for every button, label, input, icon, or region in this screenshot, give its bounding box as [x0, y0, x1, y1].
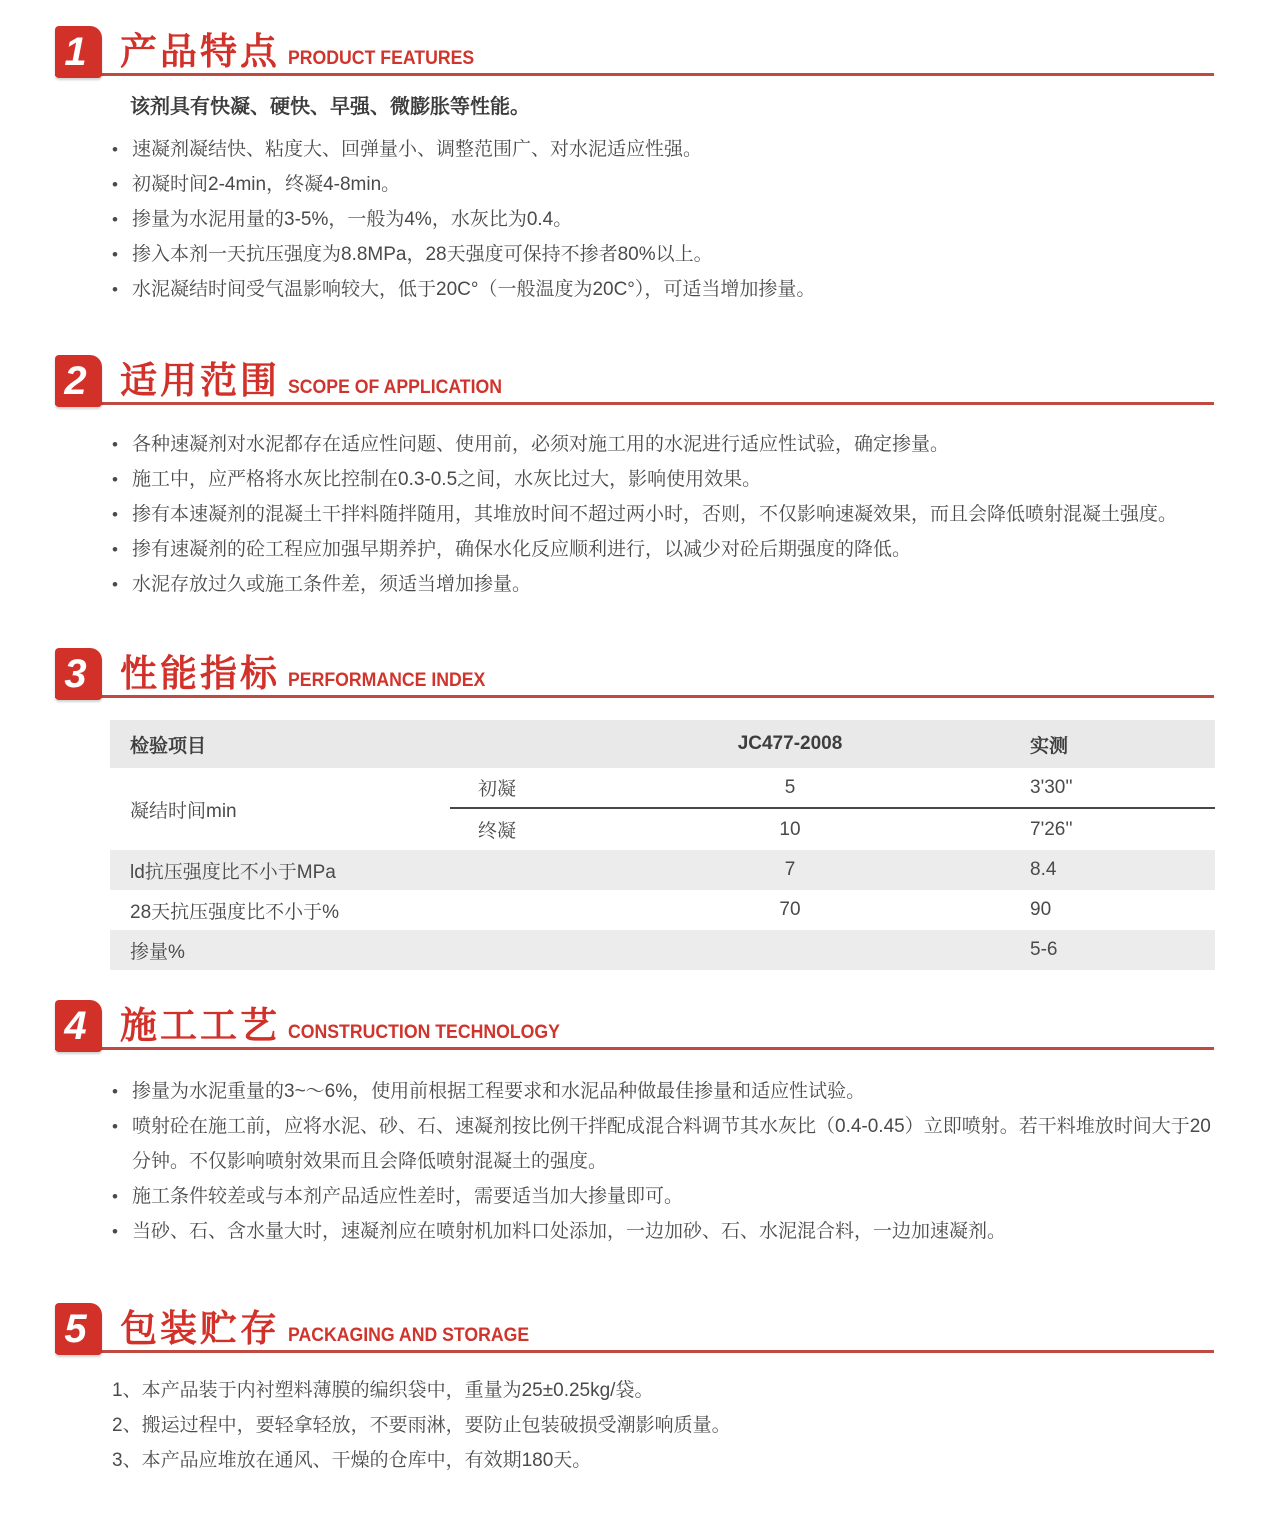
section-header	[55, 351, 1214, 405]
packaging-list	[112, 1373, 1222, 1478]
table-cell-final-label: 终凝	[478, 821, 517, 842]
section-title: 性能指标	[120, 653, 280, 694]
table-header-standard: JC477-2008	[670, 720, 910, 768]
section-header	[55, 1299, 1214, 1353]
section-subtitle: CONSTRUCTION TECHNOLOGY	[288, 1022, 560, 1043]
list-item: • 掺有本速凝剂的混凝土干拌料随拌随用，其堆放时间不超过两小时，否则，不仅影响速凝效果，而且会降低喷射混凝土强度。	[110, 497, 1222, 532]
section-number-badge: 1	[55, 26, 102, 78]
list-item: 2、搬运过程中，要轻拿轻放，不要雨淋，要防止包装破损受潮影响质量。	[112, 1415, 731, 1436]
section-packaging-storage	[0, 1299, 1280, 1478]
list-item: 1、本产品装于内衬塑料薄膜的编织袋中，重量为25±0.25kg/袋。	[112, 1380, 654, 1401]
list-item: • 掺有速凝剂的砼工程应加强早期养护，确保水化反应顺利进行，以减少对砼后期强度的降低。	[110, 532, 1222, 567]
table-cell-initial-measured: 3'30''	[910, 768, 1215, 809]
list-item: • 水泥凝结时间受气温影响较大，低于20C°（一般温度为20C°），可适当增加掺量。	[110, 272, 1222, 307]
performance-table	[110, 720, 1215, 970]
table-cell-label: 掺量%	[110, 930, 670, 970]
table-header-spacer	[450, 720, 670, 768]
list-item: 3、本产品应堆放在通风、干燥的仓库中，有效期180天。	[112, 1450, 592, 1471]
section-number-badge: 2	[55, 355, 102, 407]
table-cell-setting-time: 凝结时间min	[130, 800, 237, 822]
section-header	[55, 22, 1214, 76]
section-header	[55, 644, 1214, 698]
list-item: • 喷射砼在施工前，应将水泥、砂、石、速凝剂按比例干拌配成混合料调节其水灰比（0.4-0.45）立即喷射。若干料堆放时间大于20分钟。不仅影响喷射效果而且会降低喷射混凝土的强度。	[110, 1109, 1222, 1179]
section-header	[55, 996, 1214, 1050]
table-header-measured: 实测	[910, 720, 1215, 768]
list-item: • 水泥存放过久或施工条件差，须适当增加掺量。	[110, 567, 1222, 602]
list-item: • 掺量为水泥用量的3-5%，一般为4%，水灰比为0.4。	[110, 202, 1222, 237]
table-cell-standard	[670, 930, 910, 970]
table-cell-final-standard: 10	[779, 818, 801, 840]
table-cell-measured: 5-6	[910, 930, 1215, 970]
table-cell-standard: 70	[779, 899, 801, 920]
table-cell-measured: 90	[1030, 899, 1052, 920]
section-subtitle: SCOPE OF APPLICATION	[288, 377, 503, 398]
section-number-badge: 3	[55, 648, 102, 700]
section-number-badge: 4	[55, 1000, 102, 1052]
section-title: 包装贮存	[120, 1308, 280, 1349]
table-cell-initial-label: 初凝	[450, 768, 670, 809]
list-item: • 当砂、石、含水量大时，速凝剂应在喷射机加料口处添加，一边加砂、石、水泥混合料，一边加速凝剂。	[110, 1214, 1222, 1249]
list-item: • 初凝时间2-4min，终凝4-8min。	[110, 167, 1222, 202]
section-construction-technology	[0, 996, 1280, 1249]
section-subtitle: PRODUCT FEATURES	[288, 48, 475, 69]
section-performance-index	[0, 644, 1280, 970]
section-title: 适用范围	[120, 360, 280, 401]
table-cell-label: ld抗压强度比不小于MPa	[110, 850, 670, 890]
list-item: • 各种速凝剂对水泥都存在适应性问题、使用前，必须对施工用的水泥进行适应性试验，确定掺量。	[110, 427, 1222, 462]
construction-list	[110, 1074, 1222, 1249]
list-item: • 掺入本剂一天抗压强度为8.8MPa，28天强度可保持不掺者80%以上。	[110, 237, 1222, 272]
section-product-features	[0, 22, 1280, 307]
section-title: 产品特点	[120, 31, 280, 72]
table-cell-label: 28天抗压强度比不小于%	[130, 901, 340, 923]
section-subtitle: PACKAGING AND STORAGE	[288, 1325, 530, 1346]
list-item: • 施工中，应严格将水灰比控制在0.3-0.5之间，水灰比过大，影响使用效果。	[110, 462, 1222, 497]
section-title: 施工工艺	[120, 1005, 280, 1046]
scope-list	[110, 427, 1222, 602]
table-cell-initial-standard: 5	[670, 768, 910, 809]
feature-list	[110, 132, 1222, 307]
section-number-badge: 5	[55, 1303, 102, 1355]
table-cell-measured: 8.4	[910, 850, 1215, 890]
section-scope-of-application	[0, 351, 1280, 602]
table-header-item: 检验项目	[110, 720, 450, 768]
section-subtitle: PERFORMANCE INDEX	[288, 670, 486, 691]
list-item: • 掺量为水泥重量的3~～6%，使用前根据工程要求和水泥品种做最佳掺量和适应性试验。	[110, 1074, 1222, 1109]
list-item: • 速凝剂凝结快、粘度大、回弹量小、调整范围广、对水泥适应性强。	[110, 132, 1222, 167]
intro-line: 该剂具有快凝、硬快、早强、微膨胀等性能。	[130, 96, 530, 118]
list-item: • 施工条件较差或与本剂产品适应性差时，需要适当加大掺量即可。	[110, 1179, 1222, 1214]
table-cell-final-measured: 7'26''	[1030, 818, 1073, 840]
table-cell-standard: 7	[670, 850, 910, 890]
